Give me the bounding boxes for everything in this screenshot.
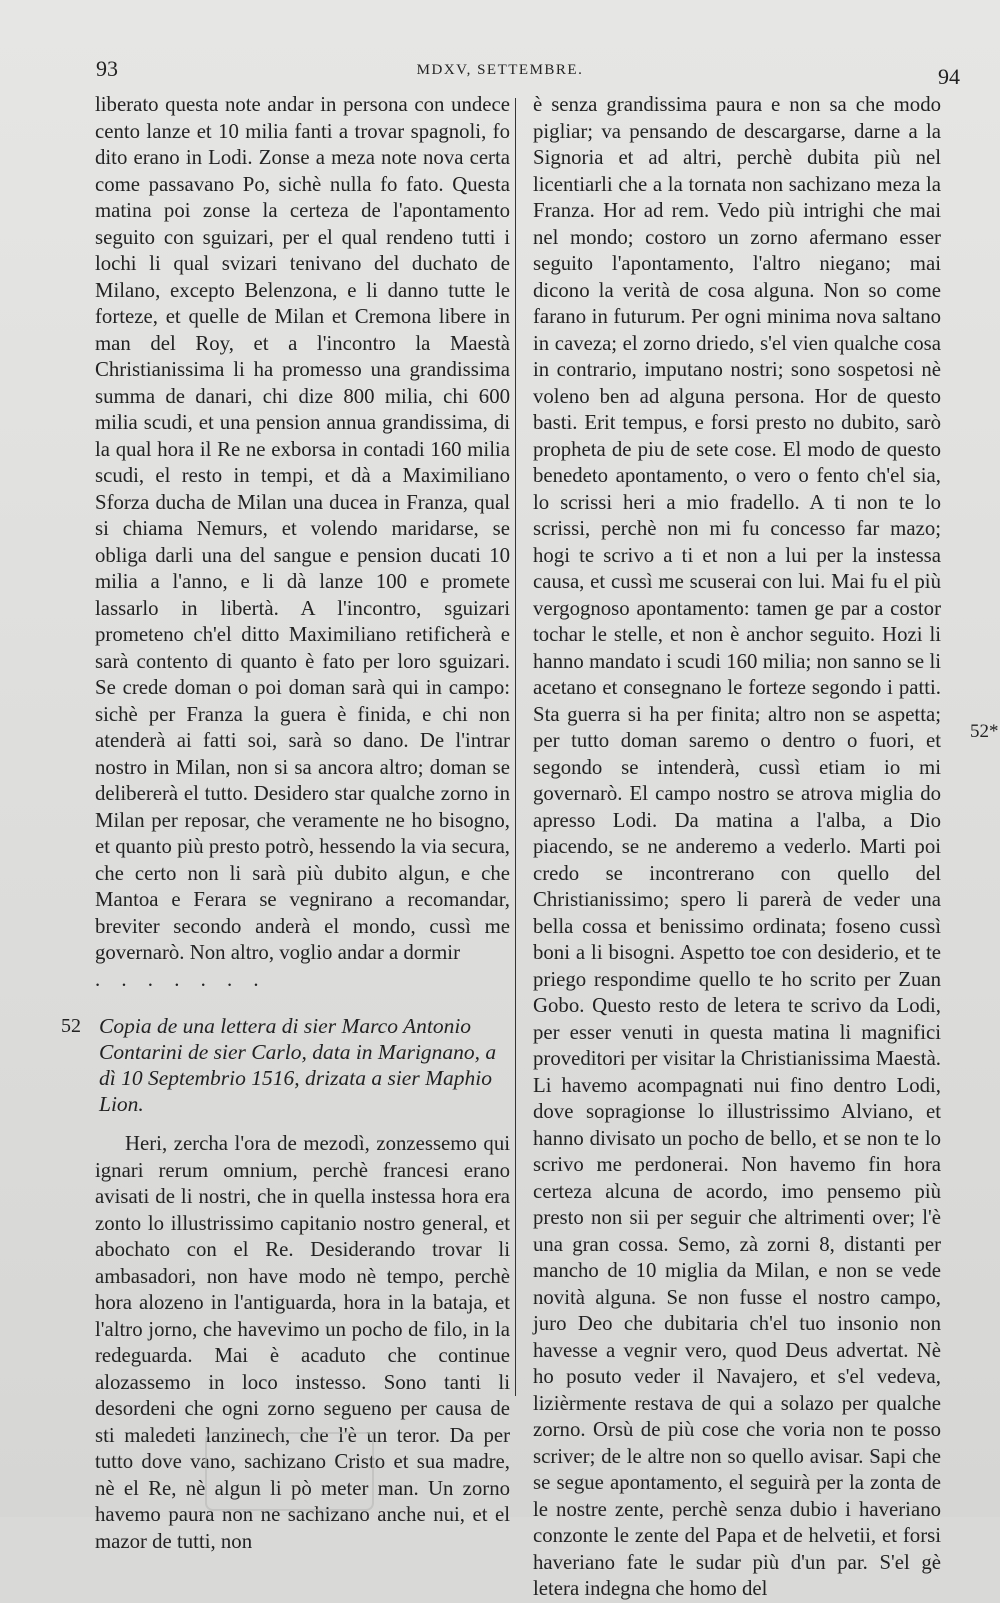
right-margin-number: 52* — [970, 721, 999, 742]
right-column — [533, 92, 941, 1603]
running-head — [0, 52, 1000, 92]
ellipsis: . . . . . . . — [95, 967, 267, 991]
letter-heading-block — [61, 1013, 510, 1117]
column-divider — [515, 98, 516, 1396]
left-paragraph-1 — [95, 92, 510, 993]
heading-margin-number: 52 — [61, 1015, 81, 1037]
left-paragraph-1-text: liberato questa note andar in persona con undece cento lanze et 10 milia fanti a trovar spagnoli, fo dito erano in Lodi. Zonse a meza note nova certa come passavano Po, sichè nulla fo fato. Questa matina poi zonse la certeza de l'apontamento seguito con sguizari, per el qual rendeno tutti i lochi li qual svizari tenivano del duchato de Milano, excepto Belenzona, e li danno tutte le forteze, et quelle de Milan et Cremona libere in man del Roy, et a l'incontro la Maestà Christianissima li ha promesso una grandissima summa de danari, chi dize 800 milia, chi 600 milia scudi, et una pension annua grandissima, di la qual hora il Re ne exborsa in contadi 160 milia scudi, el resto in tempi, et dà a Maximiliano Sforza ducha de Milan una ducea in Franza, qual si chiama Nemurs, et volendo maridarse, se obliga darli una del sangue e pension ducati 10 milia a l'anno, e li dà lanze 100 e promete lassarlo in libertà. A l'incontro, sguizari prometeno ch'el ditto Maximiliano retificherà e sarà contento di quanto è fato per loro sguizari. Se crede doman o poi doman sarà qui in campo: sichè per Franza la guera è finida, e chi non atenderà ai fatti soi, sarà so dano. De l'intrar nostro in Milan, non si sa ancora altro; doman se delibererà el tutto. Desidero star qualche zorno in Milan per reposar, che veramente ne ho bisogno, et quanto più presto potrò, hessendo la via secura, che certo non li sarà più dubito algun, e che Mantoa e Ferara se vegnirano a recomandar, breviter secondo anderà el mondo, cussì me governarò. Non altro, voglio andar a dormir — [95, 93, 510, 964]
left-column — [61, 92, 510, 1555]
right-page-number: 94 — [938, 64, 960, 89]
right-paragraph — [533, 92, 941, 1603]
running-title: MDXV, SETTEMBRE. — [416, 62, 584, 78]
right-paragraph-text: è senza grandissima paura e non sa che modo pigliar; va pensando de descargarse, darne a la Signoria et ad altri, perchè dubita più nel licentiarli che a la tornata non sachizano meza la Franza. Hor ad rem. Vedo più intrighi che mai nel mondo; costoro un zorno afermano esser seguito l'apontamento, l'altro niegano; mai dicono la verità de cosa alguna. Non so come farano in futurum. Per ogni minima nova saltano in caveza; el zorno driedo, s'el vien qualche cosa in contrario, imputano nostri; sono sospetosi nè voleno ben ad alguna persona. Hor de questo basti. Erit tempus, e forsi presto no dubito, sarò propheta de piu de sete cose. El modo de questo benedeto apontamento, o vero o fento ch'el sia, lo scrissi heri a mio fradello. A ti non te lo scrissi, perchè non mi fu concesso far mazo; hogi te scrivo a ti et non a lui per la instessa causa, et cussì me scuserai con lui. Mai fu el più vergognoso apontamento: tamen ge par a costor tochar le stelle, et non è anchor seguito. Hozi li hanno mandato i scudi 160 milia; non sanno se li acetano et consegnano le forteze segondo i patti. Sta guerra si ha per finita; altro non se aspetta; per tutto doman saremo o dentro o fuori, et segondo se intenderà, cussì etiam io mi governarò. El campo nostro se atrova miglia do apresso Lodi. Da matina a l'alba, a Dio piacendo, se ne anderemo a vederlo. Marti poi credo se incontrerano con quello del Christianissimo; spero li parerà de veder una bella cossa et benissimo ordinata; foseno cussì boni a li bisogni. Aspetto toe con desiderio, et te priego respondime quello te ho scrito per Zuan Gobo. Questo resto de letera te scrivo da Lodi, per esser venuti in questa matina li magnifici proveditori per visitar la Christianissima Maestà. Li havemo acompagnati nui fino dentro Lodi, dove sopragionse lo illustrissimo Alviano, et hanno divisato un pocho de bello, et se non te lo scrivo me perdonerai. Non havemo fin hora certeza alcuna de acordo, imo pensemo più presto non sii per seguir che altrimenti over; l'è una gran cossa. Semo, zà zorni 8, distanti per mancho de 10 miglia da Milan, e non se vede novità alguna. Se non fusse el nostro campo, juro Deo che dubitaria ch'el tuo insonio non havesse a vegnir vero, quod Deus advertat. Nè ho posuto veder il Navajero, et s'el vedeva, lizièrmente restava de qui a solazo per qualche zorno. Orsù de più cose che voria non te posso scriver; de le altre non so quello avisar. Sapi che se segue apontamento, el seguirà per la zonta de le nostre zente, perchè senza dubio i haveriano conzonte le zente del Papa et de helvetii, et forsi haveriano fate le sudar più d'un par. S'el gè letera indegna che homo del — [533, 93, 941, 1600]
left-paragraph-2-text: Heri, zercha l'ora de mezodì, zonzessemo qui ignari rerum omnium, perchè francesi erano avisati de li nostri, che in quella instessa hora era zonto lo illustrissimo capitanio nostro general, et abochato con el Re. Desiderando trovar li ambasadori, non have modo nè tempo, perchè hora alozeno in l'antiguarda, hora in la bataja, et l'altro jorno, che havevimo un pocho de filo, in la redeguarda. Mai è acaduto che continue alozassemo in loco instesso. Sono tanti li desordeni che ogni zorno segueno per causa de sti maledeti lanzinech, che l'è un teror. Da per tutto dove vano, sachizano Cristo et sua madre, nè el Re, nè algun li pò meter man. Un zorno havemo paura non ne sachizano anche nui, et el mazor de tutti, non — [95, 1132, 510, 1553]
letter-heading — [61, 1013, 510, 1117]
left-page-number: 93 — [96, 56, 118, 81]
library-stamp — [205, 1432, 374, 1511]
letter-heading-text: Copia de una lettera di sier Marco Antonio Contarini de sier Carlo, data in Marignano, a dì 10 Septembrio 1516, drizata a sier Maphio Lion. — [99, 1014, 497, 1116]
